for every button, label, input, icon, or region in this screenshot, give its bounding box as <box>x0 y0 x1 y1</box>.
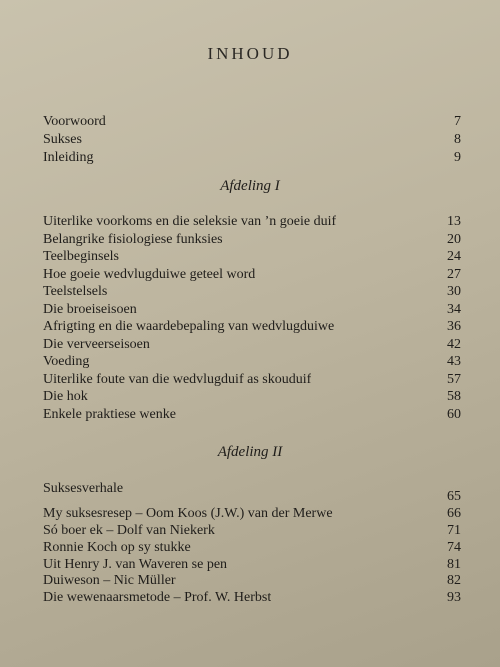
intro-entries <box>43 113 461 167</box>
toc-entry-page: 71 <box>447 522 461 538</box>
section-heading-afdeling-2: Afdeling II <box>217 444 283 460</box>
toc-entry-title: Die wewenaarsmetode – Prof. W. Herbst <box>43 590 272 606</box>
toc-entry-title: Enkele praktiese wenke <box>43 406 176 422</box>
toc-entry-title: Die verveerseisoen <box>43 336 150 352</box>
toc-entry-page: 20 <box>447 231 461 247</box>
toc-entry <box>43 573 461 590</box>
toc-entry <box>43 523 461 540</box>
toc-entry-title: Hoe goeie wedvlugduiwe geteel word <box>43 266 256 282</box>
toc-entry-page: 34 <box>447 301 461 317</box>
toc-entry <box>43 131 461 149</box>
toc-entry-page: 8 <box>454 132 461 147</box>
toc-entry-page: 57 <box>447 371 461 387</box>
toc-entry <box>43 283 461 301</box>
toc-entry-page: 81 <box>447 556 461 572</box>
section-1-entries <box>43 213 461 423</box>
toc-entry-page: 30 <box>447 284 461 299</box>
toc-entry-page: 65 <box>447 489 461 504</box>
toc-entry-title: Voeding <box>43 354 90 369</box>
toc-entry <box>43 506 461 523</box>
toc-entry <box>43 590 461 607</box>
toc-entry <box>43 301 461 319</box>
toc-entry <box>43 149 461 167</box>
toc-entry <box>43 336 461 354</box>
toc-entry-title: Uit Henry J. van Waveren se pen <box>43 556 228 572</box>
toc-entry-page: 58 <box>447 389 461 404</box>
toc-entry <box>43 113 461 131</box>
toc-entry-title: Uiterlike foute van die wedvlugduif as skouduif <box>43 371 312 387</box>
toc-entry-title: Teelbeginsels <box>43 249 119 264</box>
toc-entry-page: 66 <box>447 505 461 521</box>
toc-entry-page: 93 <box>447 590 461 606</box>
toc-entry <box>43 388 461 406</box>
toc-entry <box>43 353 461 371</box>
toc-entry-title: Duiweson – Nic Müller <box>43 573 176 589</box>
toc-entry-page: 36 <box>447 319 461 334</box>
toc-entry-page: 82 <box>447 573 461 589</box>
toc-entry-title: Die hok <box>43 389 88 404</box>
toc-entry-title: Teelstelsels <box>43 284 108 299</box>
toc-entry <box>43 248 461 266</box>
toc-entry-page: 9 <box>454 150 461 165</box>
toc-entry-title: Inleiding <box>43 150 94 165</box>
toc-entry-page: 7 <box>454 114 461 129</box>
toc-entry-title: Belangrike fisiologiese funksies <box>43 231 223 247</box>
toc-entry-title: My suksesresep – Oom Koos (J.W.) van der Merwe <box>43 505 333 521</box>
toc-entry-title: Uiterlike voorkoms en die seleksie van ’n goeie duif <box>43 214 337 229</box>
toc-entry <box>43 406 461 424</box>
toc-entry-title: Sukses <box>43 132 82 147</box>
toc-entry-title: Die broeiseisoen <box>43 301 137 317</box>
toc-entry-title: Voorwoord <box>43 114 106 129</box>
toc-entry-page: 13 <box>447 214 461 229</box>
section-heading-afdeling-1: Afdeling I <box>220 178 280 194</box>
toc-entry <box>43 213 461 231</box>
toc-entry-page: 24 <box>447 249 461 264</box>
toc-entry-page: 60 <box>447 406 461 422</box>
section-2-entries <box>43 489 461 607</box>
toc-group-heading-text: Suksesverhale <box>43 481 124 496</box>
toc-entry <box>43 489 461 506</box>
toc-entry <box>43 557 461 574</box>
toc-entry-page: 42 <box>447 336 461 352</box>
toc-entry <box>43 318 461 336</box>
toc-entry-page: 43 <box>447 354 461 369</box>
toc-entry-page: 27 <box>447 266 461 282</box>
toc-entry <box>43 231 461 249</box>
toc-entry <box>43 540 461 557</box>
toc-entry-title: Ronnie Koch op sy stukke <box>43 539 191 555</box>
page-title: INHOUD <box>207 44 293 63</box>
toc-entry <box>43 266 461 284</box>
toc-entry-title: Só boer ek – Dolf van Niekerk <box>43 522 215 538</box>
toc-entry-page: 74 <box>447 539 461 555</box>
toc-entry-title: Afrigting en die waardebepaling van wedvlugduiwe <box>43 319 335 334</box>
toc-entry <box>43 371 461 389</box>
